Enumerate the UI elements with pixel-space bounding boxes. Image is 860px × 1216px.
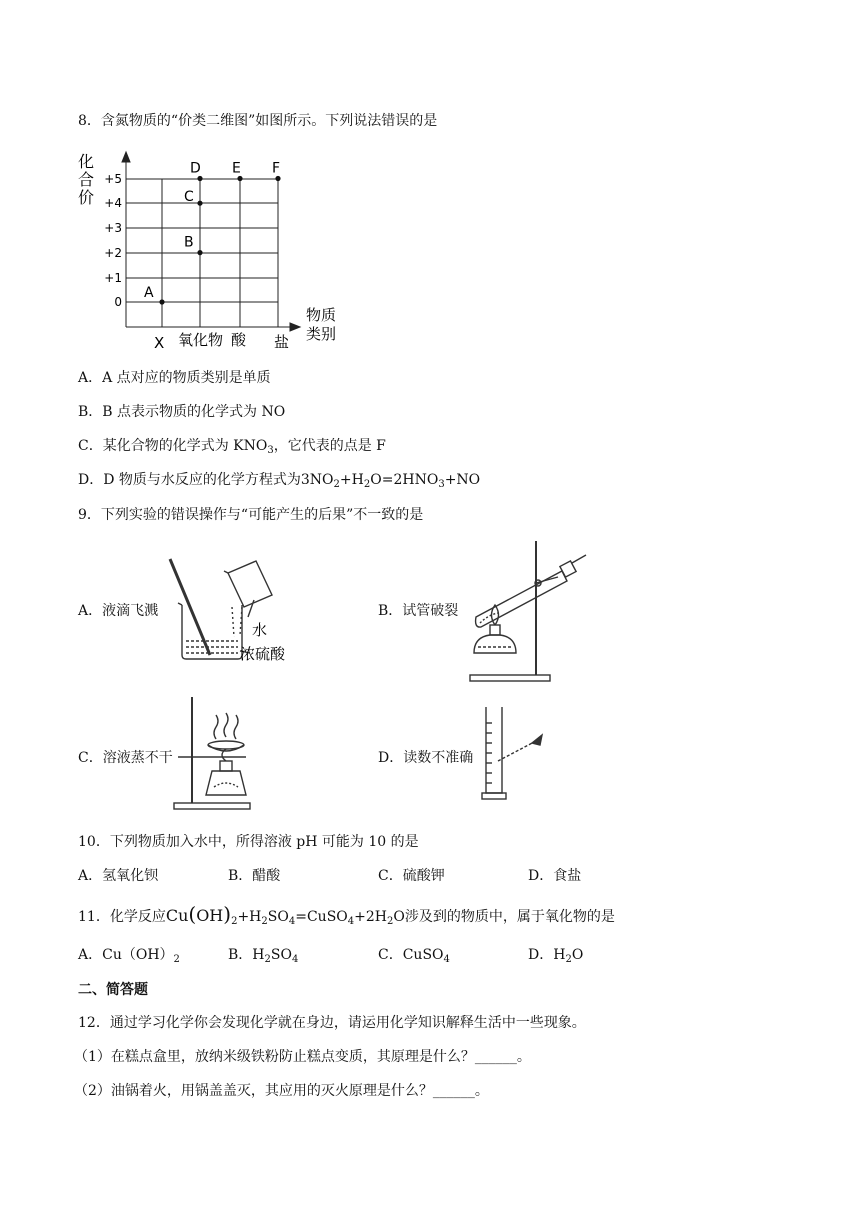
evaporation-figure [170, 695, 280, 813]
x-tick: 酸 [231, 331, 247, 349]
q8-stem: 8．含氮物质的“价类二维图”如图所示。下列说法错误的是 [78, 113, 438, 129]
label-water: 水 [252, 621, 268, 639]
eye-icon [532, 735, 542, 745]
q12-sub2[interactable]: （2）油锅着火，用锅盖盖灭，其应用的灭火原理是什么？______。 [74, 1083, 489, 1099]
x-tick: 氧化物 [178, 331, 224, 349]
chart-point-label-c: C [184, 189, 194, 206]
chart-ylabel-1: 化 [78, 152, 95, 171]
y-tick: +3 [104, 221, 122, 235]
q10-option-a[interactable]: A．氢氧化钡 [78, 868, 159, 884]
chart-point-b [197, 250, 202, 255]
q8-option-b[interactable]: B．B 点表示物质的化学式为 NO [78, 404, 286, 420]
q10-stem: 10．下列物质加入水中，所得溶液 pH 可能为 10 的是 [78, 834, 419, 850]
q12-stem: 12．通过学习化学你会发现化学就在身边，请运用化学知识解释生活中一些现象。 [78, 1015, 586, 1031]
q8-option-a[interactable]: A．A 点对应的物质类别是单质 [78, 370, 271, 386]
test-tube-heating-figure [466, 535, 590, 685]
y-tick: 0 [114, 295, 122, 309]
section-title: 二、简答题 [78, 982, 148, 998]
chart-ylabel-3: 价 [78, 188, 95, 207]
test-tube [476, 571, 567, 627]
q10-option-c[interactable]: C．硫酸钾 [378, 868, 445, 884]
y-tick: +1 [104, 271, 122, 285]
q11-option-d[interactable]: D．$H_2O$ [528, 947, 584, 965]
graduated-cylinder [486, 707, 502, 793]
label-conc-acid: 浓硫酸 [240, 645, 286, 663]
chart-point-label-b: B [184, 234, 194, 251]
valence-class-chart [78, 150, 348, 350]
reaction-equation: $Cu(OH)_2+H_2SO_4=CuSO_4+2H_2O$ [165, 902, 405, 927]
dilution-figure [160, 555, 300, 670]
x-label-1: 物质 [306, 306, 337, 324]
y-tick: +5 [104, 172, 122, 186]
q10-option-d[interactable]: D．食盐 [528, 868, 582, 884]
chart-point-label-f: F [272, 160, 281, 177]
q9-option-a[interactable]: A．液滴飞溅 [78, 603, 159, 619]
stand-base [174, 803, 250, 809]
x-tick: 盐 [274, 333, 290, 350]
q11-option-a[interactable]: A．$Cu(OH)_2$ [78, 947, 180, 965]
q10-option-b[interactable]: B．醋酸 [228, 868, 281, 884]
chart-point-d [197, 176, 202, 181]
q9-stem: 9．下列实验的错误操作与“可能产生的后果”不一致的是 [78, 507, 424, 523]
pouring-cup [228, 561, 272, 607]
q11-option-b[interactable]: B．$H_2SO_4$ [228, 947, 299, 965]
q8-option-c[interactable]: C．某化合物的化学式为 $KNO_3$，它代表的点是 F [78, 438, 386, 456]
y-tick: +4 [104, 196, 122, 210]
chart-point-label-a: A [144, 285, 154, 301]
x-tick: X [154, 334, 165, 350]
chart-point-a [159, 299, 164, 304]
stand-base [470, 675, 550, 681]
q12-sub1[interactable]: （1）在糕点盒里，放纳米级铁粉防止糕点变质，其原理是什么？______。 [74, 1049, 531, 1065]
glass-rod [170, 559, 210, 655]
graduated-cylinder-figure [480, 705, 550, 805]
chart-point-label-e: E [232, 160, 241, 177]
q9-option-c[interactable]: C．溶液蒸不干 [78, 750, 173, 766]
q8-option-d[interactable]: D．D 物质与水反应的化学方程式为$3NO_2+H_2O=2HNO_3+NO$ [78, 472, 481, 490]
sight-line [498, 741, 536, 761]
q9-option-d[interactable]: D．读数不准确 [378, 750, 474, 766]
chart-point-e [237, 176, 242, 181]
alcohol-lamp [474, 635, 516, 653]
y-tick: +2 [104, 246, 122, 260]
x-axis-arrow [290, 323, 300, 331]
q9-option-b[interactable]: B．试管破裂 [378, 603, 459, 619]
y-axis-arrow [122, 152, 130, 162]
q11-option-c[interactable]: C．CuSO$_4$ [378, 947, 450, 965]
chart-point-label-d: D [190, 160, 201, 177]
chart-ylabel-2: 合 [78, 170, 95, 189]
chart-point-f [275, 176, 280, 181]
chart-point-c [197, 201, 202, 206]
q11-stem: 11．化学反应$Cu(OH)_2+H_2SO_4=CuSO_4+2H_2O$涉及到的物质中，属于氧化物的是 [78, 902, 615, 927]
x-label-2: 类别 [306, 325, 337, 343]
